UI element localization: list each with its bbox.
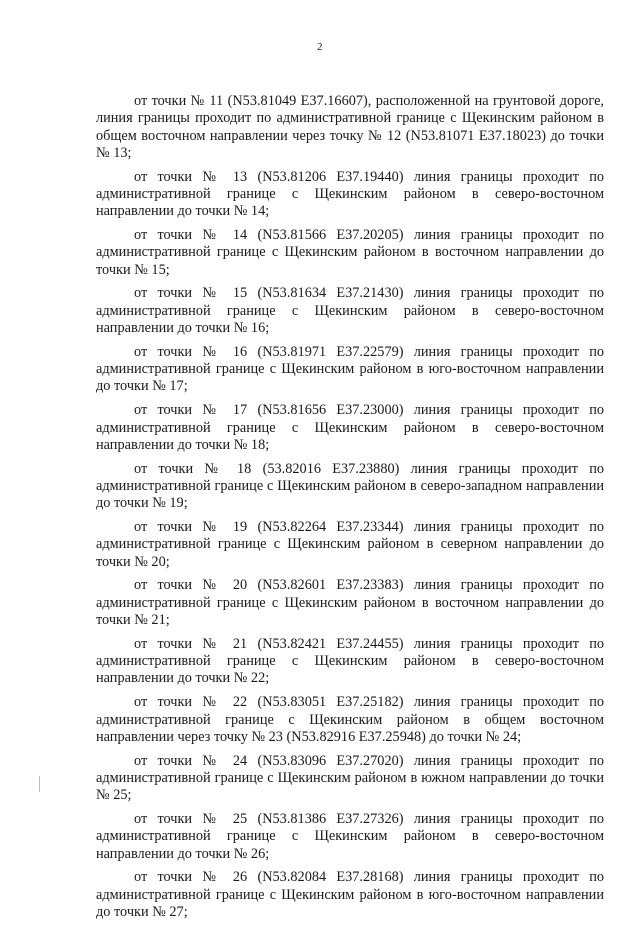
paragraph-point-19: от точки № 19 (N53.82264 E37.23344) линия границы проходит по административной границе с Щекинским районом в северном направлении до точки № 20; <box>96 519 604 570</box>
paragraph-point-15: от точки № 15 (N53.81634 E37.21430) линия границы проходит по административной границе с Щекинским районом в северо-восточном направлении до точки № 16; <box>96 285 604 337</box>
paragraph-point-18: от точки № 18 (53.82016 E37.23880) линия границы проходит по административной границе с Щекинским районом в северо-западном направлении до точки № 19; <box>96 460 604 512</box>
paragraph-point-13: от точки № 13 (N53.81206 E37.19440) линия границы проходит по административной границе с Щекинским районом в северо-восточном направлении до точки № 14; <box>96 168 604 220</box>
paragraph-point-11: от точки № 11 (N53.81049 E37.16607), расположенной на грунтовой дороге, линия границы проходит по административной границе с Щекинским районом в общем восточном направлении через точку № 12 (N53.81071 E37.18023) до точки № 13; <box>96 93 604 161</box>
paragraph-point-22: от точки № 22 (N53.83051 E37.25182) линия границы проходит по административной границе с Щекинским районом в общем восточном направлении через точку № 23 (N53.82916 E37.25948) до точки № 24; <box>96 694 604 745</box>
paragraph-point-25: от точки № 25 (N53.81386 E37.27326) линия границы проходит по административной границе с Щекинским районом в северо-восточном направлении до точки № 26; <box>96 810 604 862</box>
page-number: 2 <box>317 41 323 53</box>
paragraph-point-24: от точки № 24 (N53.83096 E37.27020) линия границы проходит по административной границе с Щекинским районом в южном направлении до точки № 25; <box>96 752 604 804</box>
body-text <box>96 93 604 928</box>
paragraph-point-20: от точки № 20 (N53.82601 E37.23383) линия границы проходит по административной границе с Щекинским районом в восточном направлении до точки № 21; <box>96 577 604 629</box>
paragraph-point-17: от точки № 17 (N53.81656 E37.23000) линия границы проходит по административной границе с Щекинским районом в северо-восточном направлении до точки № 18; <box>96 402 604 453</box>
paragraph-point-26: от точки № 26 (N53.82084 E37.28168) линия границы проходит по административной границе с Щекинским районом в юго-восточном направлении до точки № 27; <box>96 869 604 920</box>
paragraph-point-14: от точки № 14 (N53.81566 E37.20205) линия границы проходит по административной границе с Щекинским районом в восточном направлении до точки № 15; <box>96 227 604 278</box>
paragraph-point-21: от точки № 21 (N53.82421 E37.24455) линия границы проходит по административной границе с Щекинским районом в северо-восточном направлении до точки № 22; <box>96 635 604 687</box>
paragraph-point-16: от точки № 16 (N53.81971 E37.22579) линия границы проходит по административной границе с Щекинским районом в юго-восточном направлении до точки № 17; <box>96 343 604 395</box>
scan-margin-mark <box>39 776 40 792</box>
